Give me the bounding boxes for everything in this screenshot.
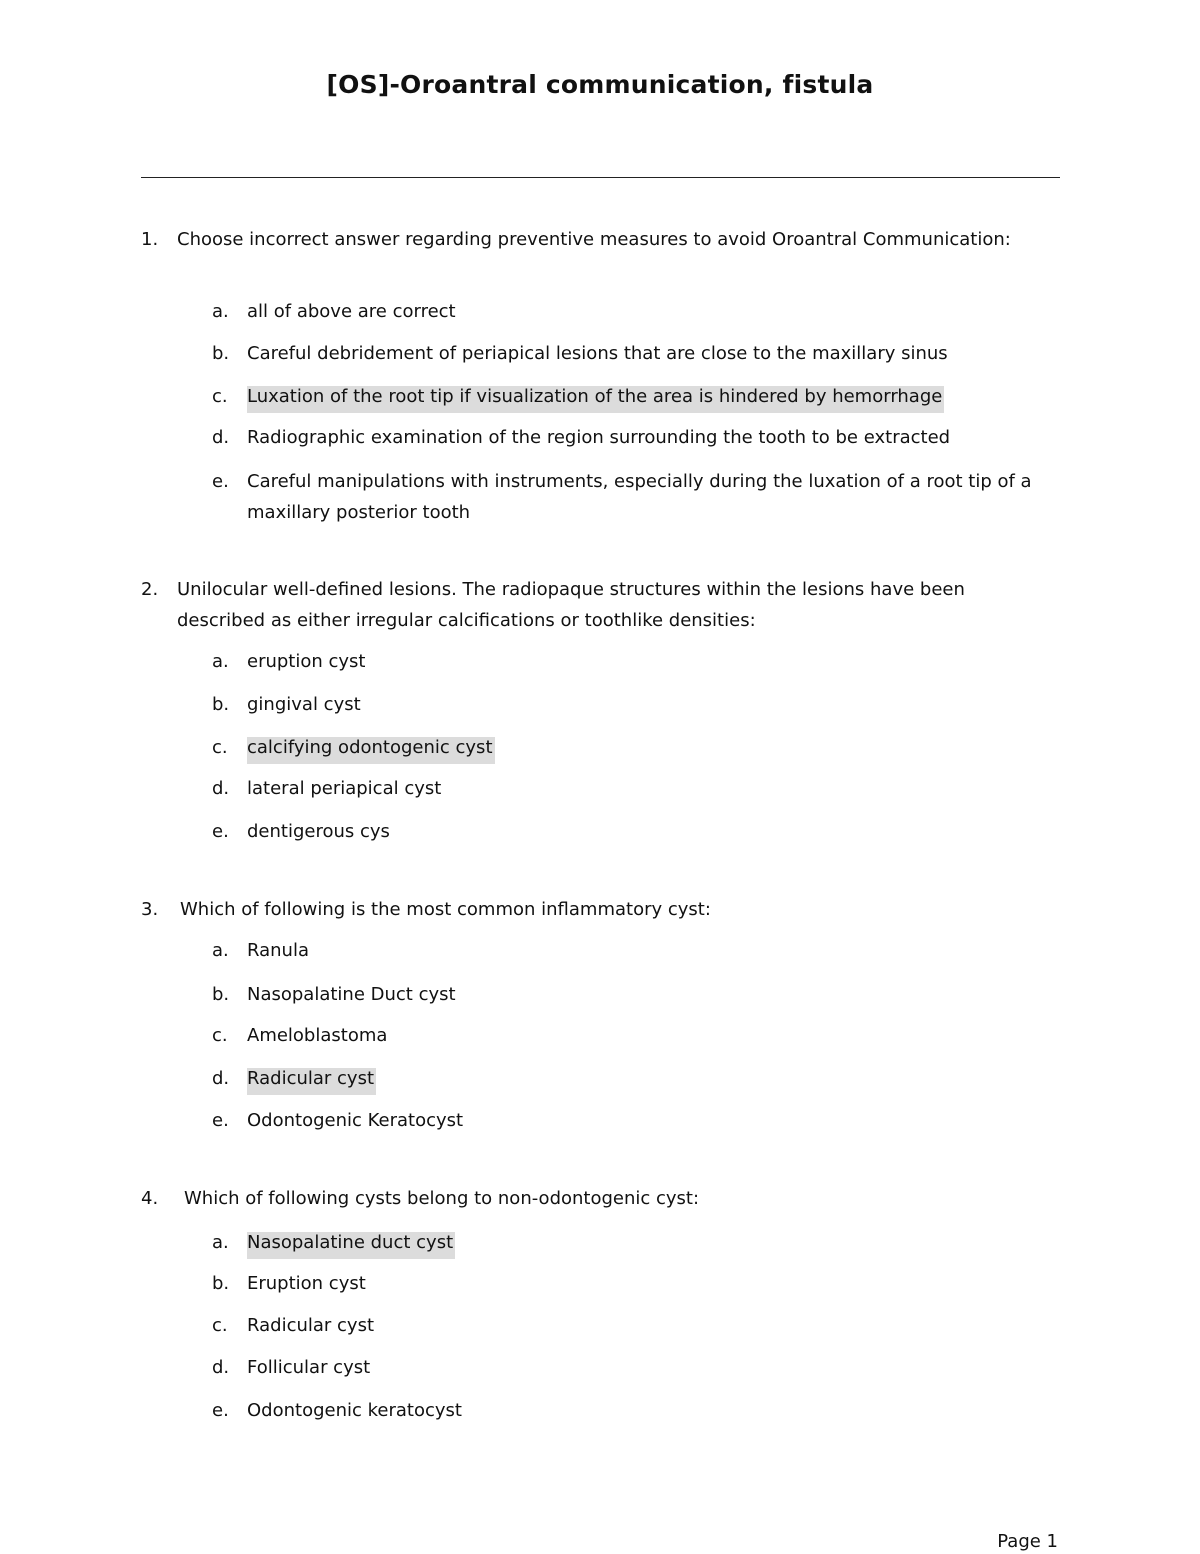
- option-letter: e.: [212, 1110, 229, 1131]
- option-text: Careful debridement of periapical lesions that are close to the maxillary sinus: [247, 343, 948, 364]
- highlighted-answer: Nasopalatine duct cyst: [247, 1232, 455, 1259]
- option-letter: c.: [212, 1025, 228, 1046]
- option-letter: e.: [212, 471, 229, 492]
- title-divider: [141, 177, 1060, 178]
- question-text: Which of following cysts belong to non-odontogenic cyst:: [184, 1188, 700, 1209]
- option-a: [0, 933, 1200, 969]
- option-text: Radiographic examination of the region surrounding the tooth to be extracted: [247, 427, 951, 448]
- option-letter: b.: [212, 343, 230, 364]
- option-e: [0, 1103, 1200, 1139]
- option-d: [0, 420, 1200, 456]
- option-e: [0, 1393, 1200, 1429]
- option-text: Nasopalatine Duct cyst: [247, 984, 456, 1005]
- option-c: [0, 379, 1200, 415]
- option-text: Odontogenic Keratocyst: [247, 1110, 464, 1131]
- option-text: Eruption cyst: [247, 1273, 366, 1294]
- option-d: [0, 1350, 1200, 1386]
- option-letter: c.: [212, 386, 228, 407]
- option-text: dentigerous cys: [247, 821, 390, 842]
- option-text: Radicular cyst: [247, 1315, 375, 1336]
- option-text: gingival cyst: [247, 694, 361, 715]
- option-letter: a.: [212, 651, 229, 672]
- highlighted-answer: calcifying odontogenic cyst: [247, 737, 495, 764]
- option-c: [0, 1018, 1200, 1054]
- option-letter: b.: [212, 984, 230, 1005]
- option-letter: b.: [212, 694, 230, 715]
- page-number: Page 1: [997, 1531, 1058, 1552]
- option-letter: b.: [212, 1273, 230, 1294]
- option-e: [0, 466, 1200, 523]
- option-d: [0, 771, 1200, 807]
- option-e: [0, 814, 1200, 850]
- option-letter: e.: [212, 821, 229, 842]
- question-text: Which of following is the most common inflammatory cyst:: [180, 899, 711, 920]
- option-a: [0, 1225, 1200, 1261]
- question-number: 2.: [141, 579, 159, 600]
- option-text: Careful manipulations with instruments, especially during the luxation of a root tip of a maxillary posterior tooth: [247, 471, 1032, 523]
- option-b: [0, 1266, 1200, 1302]
- option-letter: a.: [212, 301, 229, 322]
- question-number: 1.: [141, 229, 159, 250]
- option-letter: c.: [212, 1315, 228, 1336]
- option-b: [0, 687, 1200, 723]
- option-b: [0, 977, 1200, 1013]
- option-c: [0, 730, 1200, 766]
- question-text: Choose incorrect answer regarding preventive measures to avoid Oroantral Communication:: [177, 229, 1011, 250]
- highlighted-answer: Luxation of the root tip if visualization of the area is hindered by hemorrhage: [247, 386, 944, 413]
- option-c: [0, 1308, 1200, 1344]
- question-text: Unilocular well-defined lesions. The radiopaque structures within the lesions have been described as either irregular calcifications or toothlike densities:: [177, 579, 965, 631]
- option-b: [0, 336, 1200, 372]
- question-number: 3.: [141, 899, 159, 920]
- option-text: all of above are correct: [247, 301, 456, 322]
- option-letter: c.: [212, 737, 228, 758]
- option-letter: a.: [212, 1232, 229, 1253]
- option-a: [0, 294, 1200, 330]
- document-title: [OS]-Oroantral communication, fistula: [326, 70, 874, 99]
- option-letter: d.: [212, 1357, 230, 1378]
- option-text: Ameloblastoma: [247, 1025, 388, 1046]
- option-text: Ranula: [247, 940, 309, 961]
- option-d: [0, 1061, 1200, 1097]
- option-letter: e.: [212, 1400, 229, 1421]
- option-text: eruption cyst: [247, 651, 366, 672]
- option-a: [0, 644, 1200, 680]
- option-letter: d.: [212, 427, 230, 448]
- option-text: lateral periapical cyst: [247, 778, 442, 799]
- highlighted-answer: Radicular cyst: [247, 1068, 376, 1095]
- option-letter: d.: [212, 778, 230, 799]
- option-text: Odontogenic keratocyst: [247, 1400, 462, 1421]
- option-letter: a.: [212, 940, 229, 961]
- option-text: Follicular cyst: [247, 1357, 371, 1378]
- question-number: 4.: [141, 1188, 159, 1209]
- option-letter: d.: [212, 1068, 230, 1089]
